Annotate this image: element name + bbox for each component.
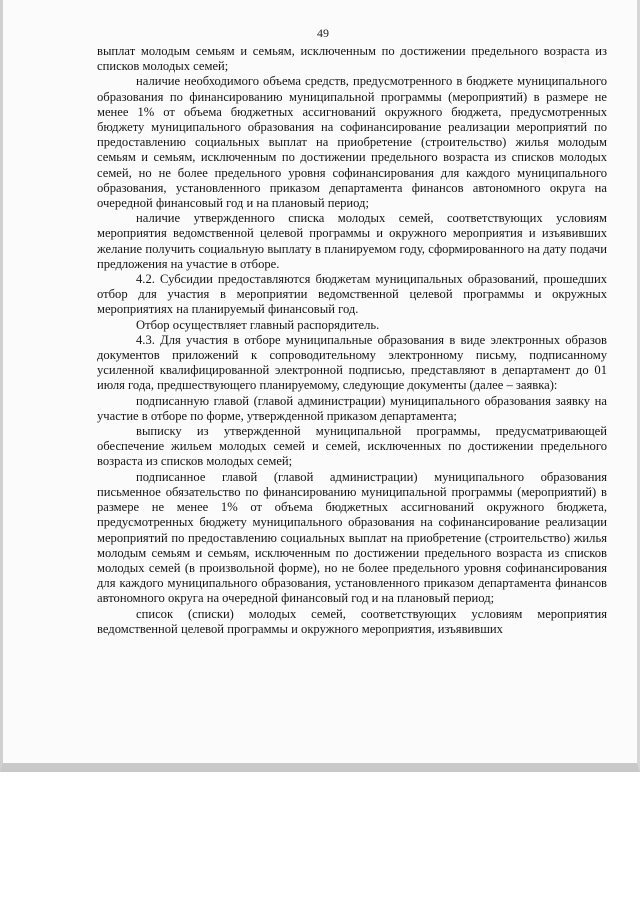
paragraph-3: наличие утвержденного списка молодых семей, соответствующих условиям мероприятия ведомственной целевой программы и окружного мероприятия и изъявивших желание получить социальную выплату в планируемом году, сформированного на дату подачи предложения на участие в отборе. (97, 211, 607, 271)
paragraph-10: список (списки) молодых семей, соответствующих условиям мероприятия ведомственной целевой программы и окружного мероприятия, изъявивших (97, 606, 607, 636)
paragraph-9: подписанное главой (главой администрации) муниципального образования письменное обязательство по финансированию муниципальной программы (мероприятий) в размере не менее 1% от объема бюджетных ассигнований окружного бюджета, предусмотренных бюджету муниципального образования на софинансирование реализации мероприятий по предоставлению социальных выплат на приобретение (строительство) жилья молодым семьям и семьям, исключенным по достижении предельного возраста из списков молодых семей (в произвольной форме), но не более предельного уровня софинансирования для каждого муниципального образования, установленного приказом департамента финансов автономного округа на очередной финансовый год и на плановый период; (97, 469, 607, 606)
page-number: 49 (317, 26, 329, 40)
paragraph-6: 4.3. Для участия в отборе муниципальные образования в виде электронных образов документов приложений к сопроводительному электронному письму, подписанному усиленной квалифицированной электронной подписью, представляют в департамент до 01 июля года, предшествующего планируемому, следующие документы (далее – заявка): (97, 332, 607, 393)
paragraph-2: наличие необходимого объема средств, предусмотренного в бюджете муниципального образования по финансированию муниципальной программы (мероприятий) в размере не менее 1% от объема бюджетных ассигнований окружного бюджета, предусмотренных бюджету муниципального образования на софинансирование реализации мероприятий по предоставлению социальных выплат на приобретение (строительство) жилья молодым семьям и семьям, исключенным по достижении предельного возраста из списков молодых семей, но не более предельного уровня софинансирования для каждого муниципального образования, установленного приказом департамента финансов автономного округа на очередной финансовый год и на плановый период; (97, 74, 607, 211)
document-body (97, 44, 607, 637)
paragraph-1: выплат молодым семьям и семьям, исключенным по достижении предельного возраста из списков молодых семей; (97, 44, 607, 74)
blank-area (0, 772, 640, 905)
paragraph-5: Отбор осуществляет главный распорядитель. (136, 317, 380, 332)
paragraph-4: 4.2. Субсидии предоставляются бюджетам муниципальных образований, прошедших отбор для участия в мероприятии ведомственной целевой программы и окружных мероприятиях на планируемый финансовый год. (97, 272, 607, 317)
paragraph-8: выписку из утвержденной муниципальной программы, предусматривающей обеспечение жильем молодых семей и семей, исключенных по достижении предельного возраста из списков молодых семей; (97, 424, 607, 469)
paragraph-7: подписанную главой (главой администрации) муниципального образования заявку на участие в отборе по форме, утвержденной приказом департамента; (97, 393, 607, 423)
